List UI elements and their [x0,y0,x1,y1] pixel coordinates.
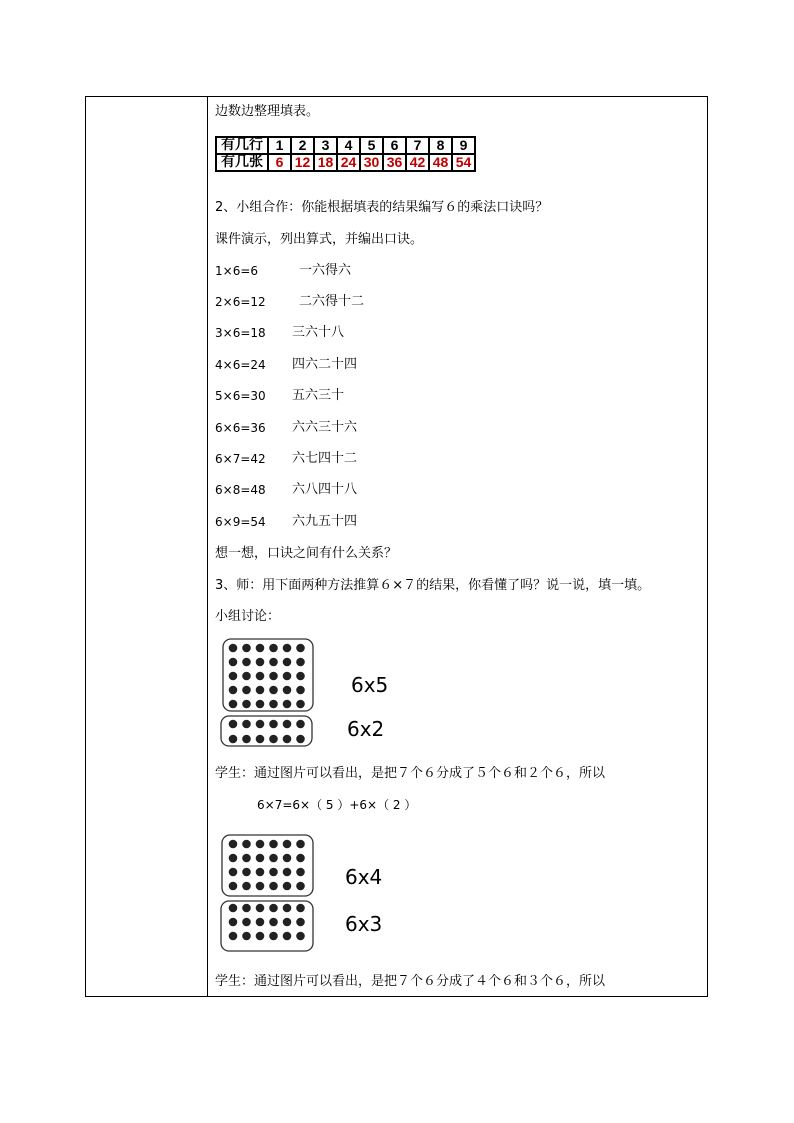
dot [296,918,305,927]
dot [229,918,238,927]
card-value: 48 [429,154,452,171]
dot [269,918,278,927]
dot [296,932,305,941]
verse: 六九五十四 [292,514,358,529]
dot [296,686,305,695]
figure-1-bottom-label: 6x2 [347,717,385,741]
row-value: 5 [360,137,383,154]
dot [229,932,238,941]
verse: 一六得六 [299,263,352,278]
dot [229,882,238,891]
dot [242,658,251,667]
dot [229,672,238,681]
card-value: 54 [452,154,475,171]
dot [269,932,278,941]
dot [229,868,238,877]
row-value: 2 [291,137,314,154]
row-value: 1 [268,137,291,154]
card-value: 12 [291,154,314,171]
dot [283,840,292,849]
cards-row [216,154,475,171]
card-value: 18 [314,154,337,171]
figure-1-top-label: 6x5 [351,673,389,697]
verse: 六七四十二 [292,451,358,466]
dot [283,720,292,729]
dot [229,904,238,913]
row-value: 4 [337,137,360,154]
dot-grid [229,644,305,744]
student-answer-2: 学生：通过图片可以看出，是把７个６分成了４个６和３个６，所以 [215,974,606,989]
dot [269,840,278,849]
row-value: 6 [383,137,406,154]
student-answer-1: 学生：通过图片可以看出，是把７个６分成了５个６和２个６，所以 [215,766,606,781]
equation: 1×6=6 [215,264,259,278]
row-value: 9 [452,137,475,154]
group-discussion-label: 小组讨论： [215,609,281,624]
dot [229,700,238,709]
dot-figure-1 [220,636,410,750]
dot [296,720,305,729]
dot [256,644,265,653]
dot [229,840,238,849]
dot [256,700,265,709]
equation: 6×7=42 [215,452,266,466]
dot [269,672,278,681]
dot [269,904,278,913]
dot [256,854,265,863]
dot [283,700,292,709]
dot [242,904,251,913]
dot [229,644,238,653]
dot [269,735,278,744]
verse: 四六二十四 [292,357,358,372]
dot-figure-1-svg [220,636,410,750]
dot [283,658,292,667]
dot [242,686,251,695]
dot [269,686,278,695]
dot [296,672,305,681]
dot [269,658,278,667]
dot [283,932,292,941]
dot [283,904,292,913]
equation: 6×9=54 [215,515,266,529]
dot [296,868,305,877]
dot [229,720,238,729]
dot [269,720,278,729]
card-value: 42 [406,154,429,171]
dot [269,644,278,653]
dot [283,735,292,744]
row-value: 8 [429,137,452,154]
dot [283,868,292,877]
dot [242,854,251,863]
dot [256,672,265,681]
dot-figure-2 [220,833,410,955]
dot [296,904,305,913]
dot [242,868,251,877]
dot [256,868,265,877]
dot [256,735,265,744]
dot [296,854,305,863]
row-label-cards: 有几张 [216,154,268,171]
dot [256,658,265,667]
dot [296,644,305,653]
dot [296,735,305,744]
question-2: 2、小组合作：你能根据填表的结果编写６的乘法口诀吗？ [215,200,549,215]
dot [256,840,265,849]
equation: 3×6=18 [215,326,266,340]
dot [229,854,238,863]
figure-2-bottom-label: 6x3 [345,912,383,936]
equation: 6×6=36 [215,421,266,435]
verse: 五六三十 [292,388,345,403]
card-value: 24 [337,154,360,171]
dot [256,686,265,695]
think-prompt: 想一想，口诀之间有什么关系？ [215,546,398,561]
dot [283,882,292,891]
dot [256,904,265,913]
rows-row [216,137,475,154]
dot [283,918,292,927]
intro-text: 边数边整理填表。 [215,104,320,119]
verse: 六六三十六 [292,420,358,435]
card-value: 36 [383,154,406,171]
row-label-rows: 有几行 [216,137,268,154]
dot [242,918,251,927]
dot [296,840,305,849]
dot-figure-2-svg [220,833,410,955]
dot [269,882,278,891]
dot [296,700,305,709]
equation: 4×6=24 [215,358,266,372]
row-value: 7 [406,137,429,154]
equation: 2×6=12 [215,295,266,309]
dot [256,882,265,891]
dot [242,882,251,891]
dot [229,735,238,744]
demo-text: 课件演示，列出算式，并编出口诀。 [215,232,424,247]
dot [242,644,251,653]
question-3: 3、师：用下面两种方法推算６×７的结果，你看懂了吗？说一说，填一填。 [215,578,651,593]
verse: 三六十八 [292,325,345,340]
verse: 六八四十八 [292,482,358,497]
dot [256,918,265,927]
dot [242,840,251,849]
dot [242,932,251,941]
dot [242,735,251,744]
card-value: 6 [268,154,291,171]
dot [283,644,292,653]
dot [256,720,265,729]
dot [242,672,251,681]
dot [229,686,238,695]
equation: 5×6=30 [215,389,266,403]
figure-2-top-label: 6x4 [345,865,383,889]
formula-1: 6×7=6×（ 5 ）+6×（ 2 ） [257,798,417,812]
dot [269,854,278,863]
dot [256,932,265,941]
dot [296,882,305,891]
dot [269,700,278,709]
count-table [215,136,476,172]
dot [269,868,278,877]
dot [242,720,251,729]
verse: 二六得十二 [299,294,365,309]
dot-grid [229,840,305,941]
card-value: 30 [360,154,383,171]
dot [242,700,251,709]
equation: 6×8=48 [215,483,266,497]
row-value: 3 [314,137,337,154]
dot [296,658,305,667]
dot [283,854,292,863]
dot [229,658,238,667]
dot [283,686,292,695]
column-divider [207,97,208,996]
dot [283,672,292,681]
